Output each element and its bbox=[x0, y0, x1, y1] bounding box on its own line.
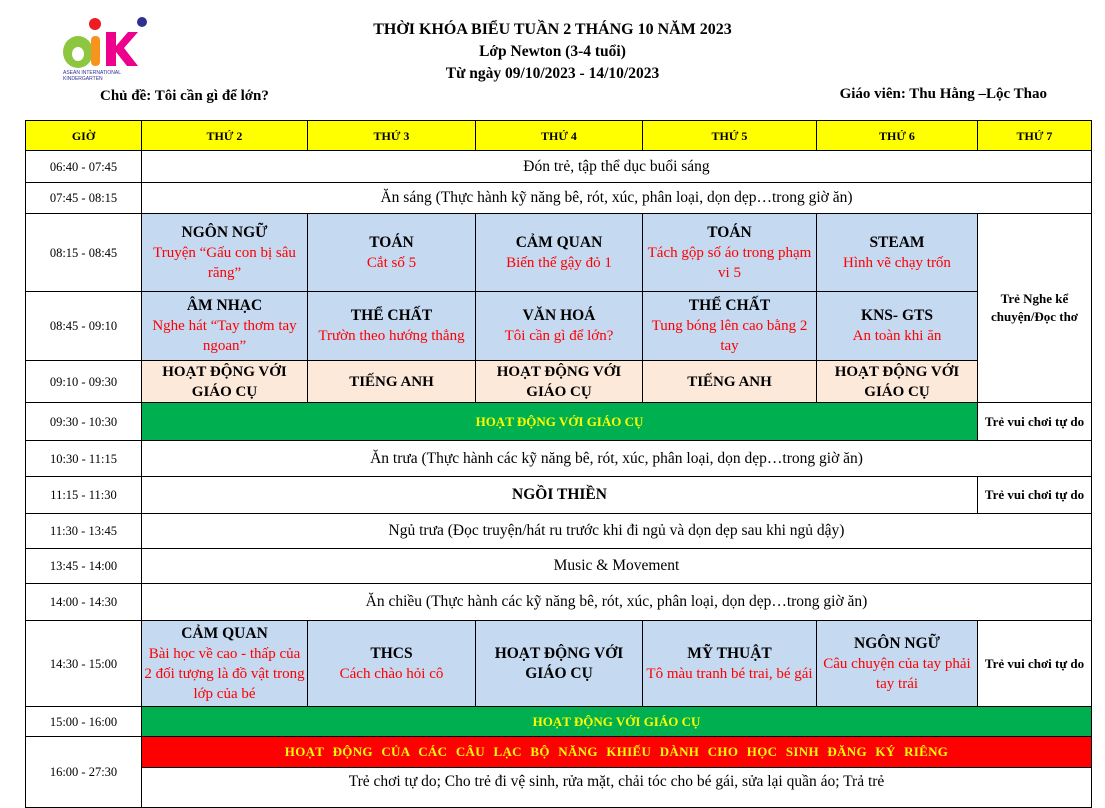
activity-cell: Music & Movement bbox=[142, 549, 1092, 584]
lesson-desc: Biến thể gậy đỏ 1 bbox=[506, 254, 612, 271]
activity-cell: TIẾNG ANH bbox=[308, 361, 476, 403]
lesson-title: THỂ CHẤT bbox=[688, 297, 771, 314]
time-cell: 08:45 - 09:10 bbox=[26, 292, 142, 361]
class-name: Lớp Newton (3-4 tuổi) bbox=[479, 43, 626, 60]
lesson-title: TOÁN bbox=[707, 223, 752, 241]
activity-cell: NGỒI THIỀN bbox=[142, 477, 978, 514]
lesson-title: ÂM NHẠC bbox=[186, 297, 263, 314]
timetable bbox=[25, 120, 1092, 808]
lesson-cell bbox=[643, 214, 817, 292]
saturday-cell: Trẻ vui chơi tự do bbox=[978, 621, 1092, 707]
lesson-cell bbox=[817, 621, 978, 707]
lesson-desc: Nghe hát “Tay thơm tay ngoan” bbox=[152, 318, 297, 354]
lesson-desc: Tô màu tranh bé trai, bé gái bbox=[646, 665, 813, 682]
col-wed: THỨ 4 bbox=[476, 121, 643, 151]
lesson-cell bbox=[817, 292, 978, 361]
lesson-cell bbox=[308, 214, 476, 292]
saturday-cell: Trẻ Nghe kể chuyện/Đọc thơ bbox=[978, 214, 1092, 403]
svg-text:ASEAN INTERNATIONAL: ASEAN INTERNATIONAL bbox=[63, 70, 121, 76]
time-cell: 16:00 - 27:30 bbox=[26, 737, 142, 808]
col-sat: THỨ 7 bbox=[978, 121, 1092, 151]
time-cell: 09:30 - 10:30 bbox=[26, 403, 142, 441]
col-mon: THỨ 2 bbox=[142, 121, 308, 151]
lesson-cell bbox=[308, 621, 476, 707]
time-cell: 07:45 - 08:15 bbox=[26, 183, 142, 214]
saturday-cell: Trẻ vui chơi tự do bbox=[978, 477, 1092, 514]
header-row bbox=[26, 121, 1092, 151]
saturday-cell: Trẻ vui chơi tự do bbox=[978, 403, 1092, 441]
lesson-desc: Tách gộp số áo trong phạm vi 5 bbox=[647, 244, 812, 281]
lesson-cell bbox=[308, 292, 476, 361]
lesson-cell bbox=[142, 621, 308, 707]
page-title: THỜI KHÓA BIỂU TUẦN 2 THÁNG 10 NĂM 2023 bbox=[373, 21, 732, 38]
lesson-cell bbox=[643, 621, 817, 707]
time-cell: 15:00 - 16:00 bbox=[26, 707, 142, 737]
activity-cell: HOẠT ĐỘNG VỚI GIÁO CỤ bbox=[142, 361, 308, 403]
lesson-desc: Hình vẽ chạy trốn bbox=[843, 254, 951, 271]
table-row bbox=[26, 549, 1092, 584]
lesson-cell bbox=[476, 621, 643, 707]
time-cell: 09:10 - 09:30 bbox=[26, 361, 142, 403]
activity-cell: HOẠT ĐỘNG VỚI GIÁO CỤ bbox=[817, 361, 978, 403]
table-row bbox=[26, 768, 1092, 808]
table-row bbox=[26, 441, 1092, 477]
time-cell: 11:30 - 13:45 bbox=[26, 514, 142, 549]
lesson-cell bbox=[142, 214, 308, 292]
lesson-title: MỸ THUẬT bbox=[687, 644, 772, 662]
activity-cell: Đón trẻ, tập thể dục buổi sáng bbox=[142, 151, 1092, 183]
lesson-title: NGÔN NGỮ bbox=[854, 634, 940, 652]
activity-cell: Ngủ trưa (Đọc truyện/hát ru trước khi đi ngủ và dọn dẹp sau khi ngủ dậy) bbox=[142, 514, 1092, 549]
lesson-desc: Tôi cần gì để lớn? bbox=[504, 328, 614, 344]
time-cell: 10:30 - 11:15 bbox=[26, 441, 142, 477]
time-cell: 11:15 - 11:30 bbox=[26, 477, 142, 514]
lesson-desc: Trườn theo hướng thẳng bbox=[318, 328, 465, 344]
lesson-title: CẢM QUAN bbox=[515, 233, 603, 251]
table-row bbox=[26, 214, 1092, 292]
lesson-title: TOÁN bbox=[369, 233, 414, 251]
lesson-title: NGÔN NGỮ bbox=[181, 223, 268, 241]
table-row bbox=[26, 477, 1092, 514]
lesson-title: HOẠT ĐỘNG VỚI GIÁO CỤ bbox=[494, 644, 624, 682]
lesson-cell bbox=[142, 292, 308, 361]
lesson-cell bbox=[643, 292, 817, 361]
teacher: Giáo viên: Thu Hằng –Lộc Thao bbox=[839, 86, 1047, 102]
lesson-desc: Câu chuyện của tay phải tay trái bbox=[823, 655, 971, 692]
activity-cell: Trẻ chơi tự do; Cho trẻ đi vệ sinh, rửa mặt, chải tóc cho bé gái, sửa lại quần áo; Trả trẻ bbox=[142, 768, 1092, 808]
time-cell: 08:15 - 08:45 bbox=[26, 214, 142, 292]
lesson-cell bbox=[476, 214, 643, 292]
time-cell: 14:00 - 14:30 bbox=[26, 584, 142, 621]
lesson-cell bbox=[476, 292, 643, 361]
col-thu: THỨ 5 bbox=[643, 121, 817, 151]
lesson-desc: Tung bóng lên cao bằng 2 tay bbox=[651, 318, 808, 354]
table-row bbox=[26, 514, 1092, 549]
club-banner: HOẠT ĐỘNG CỦA CÁC CÂU LẠC BỘ NĂNG KHIẾU DÀNH CHO HỌC SINH ĐĂNG KÝ RIÊNG bbox=[142, 737, 1092, 768]
table-row bbox=[26, 183, 1092, 214]
table-row bbox=[26, 621, 1092, 707]
time-cell: 06:40 - 07:45 bbox=[26, 151, 142, 183]
activity-banner: HOẠT ĐỘNG VỚI GIÁO CỤ bbox=[142, 707, 1092, 737]
activity-cell: TIẾNG ANH bbox=[643, 361, 817, 403]
time-cell: 13:45 - 14:00 bbox=[26, 549, 142, 584]
lesson-title: STEAM bbox=[869, 233, 925, 251]
lesson-desc: Bài học về cao - thấp của 2 đối tượng là đồ vật trong lớp của bé bbox=[144, 645, 305, 702]
lesson-title: CẢM QUAN bbox=[181, 624, 268, 642]
date-range: Từ ngày 09/10/2023 - 14/10/2023 bbox=[445, 65, 660, 82]
lesson-title: KNS- GTS bbox=[861, 307, 933, 324]
lesson-title: THCS bbox=[370, 644, 413, 662]
col-fri: THỨ 6 bbox=[817, 121, 978, 151]
col-tue: THỨ 3 bbox=[308, 121, 476, 151]
activity-cell: Ăn chiều (Thực hành các kỹ năng bê, rót, xúc, phân loại, dọn dẹp…trong giờ ăn) bbox=[142, 584, 1092, 621]
activity-banner: HOẠT ĐỘNG VỚI GIÁO CỤ bbox=[142, 403, 978, 441]
table-row bbox=[26, 737, 1092, 768]
lesson-desc: Cách chào hỏi cô bbox=[339, 665, 444, 682]
activity-cell: Ăn sáng (Thực hành kỹ năng bê, rót, xúc, phân loại, dọn dẹp…trong giờ ăn) bbox=[142, 183, 1092, 214]
lesson-title: VĂN HOÁ bbox=[522, 307, 596, 324]
table-row bbox=[26, 151, 1092, 183]
table-row bbox=[26, 361, 1092, 403]
table-row bbox=[26, 584, 1092, 621]
lesson-desc: An toàn khi ăn bbox=[852, 328, 942, 344]
lesson-desc: Cắt số 5 bbox=[366, 254, 417, 271]
table-row bbox=[26, 292, 1092, 361]
lesson-desc: Truyện “Gấu con bị sâu răng” bbox=[153, 244, 296, 281]
lesson-title: THỂ CHẤT bbox=[350, 307, 433, 324]
topic: Chủ đề: Tôi cần gì để lớn? bbox=[100, 88, 269, 104]
activity-cell: HOẠT ĐỘNG VỚI GIÁO CỤ bbox=[476, 361, 643, 403]
time-cell: 14:30 - 15:00 bbox=[26, 621, 142, 707]
activity-cell: Ăn trưa (Thực hành các kỹ năng bê, rót, xúc, phân loại, dọn dẹp…trong giờ ăn) bbox=[142, 441, 1092, 477]
col-time: GIỜ bbox=[26, 121, 142, 151]
table-row bbox=[26, 707, 1092, 737]
table-row bbox=[26, 403, 1092, 441]
svg-text:KINDERGARTEN: KINDERGARTEN bbox=[63, 76, 103, 82]
lesson-cell bbox=[817, 214, 978, 292]
